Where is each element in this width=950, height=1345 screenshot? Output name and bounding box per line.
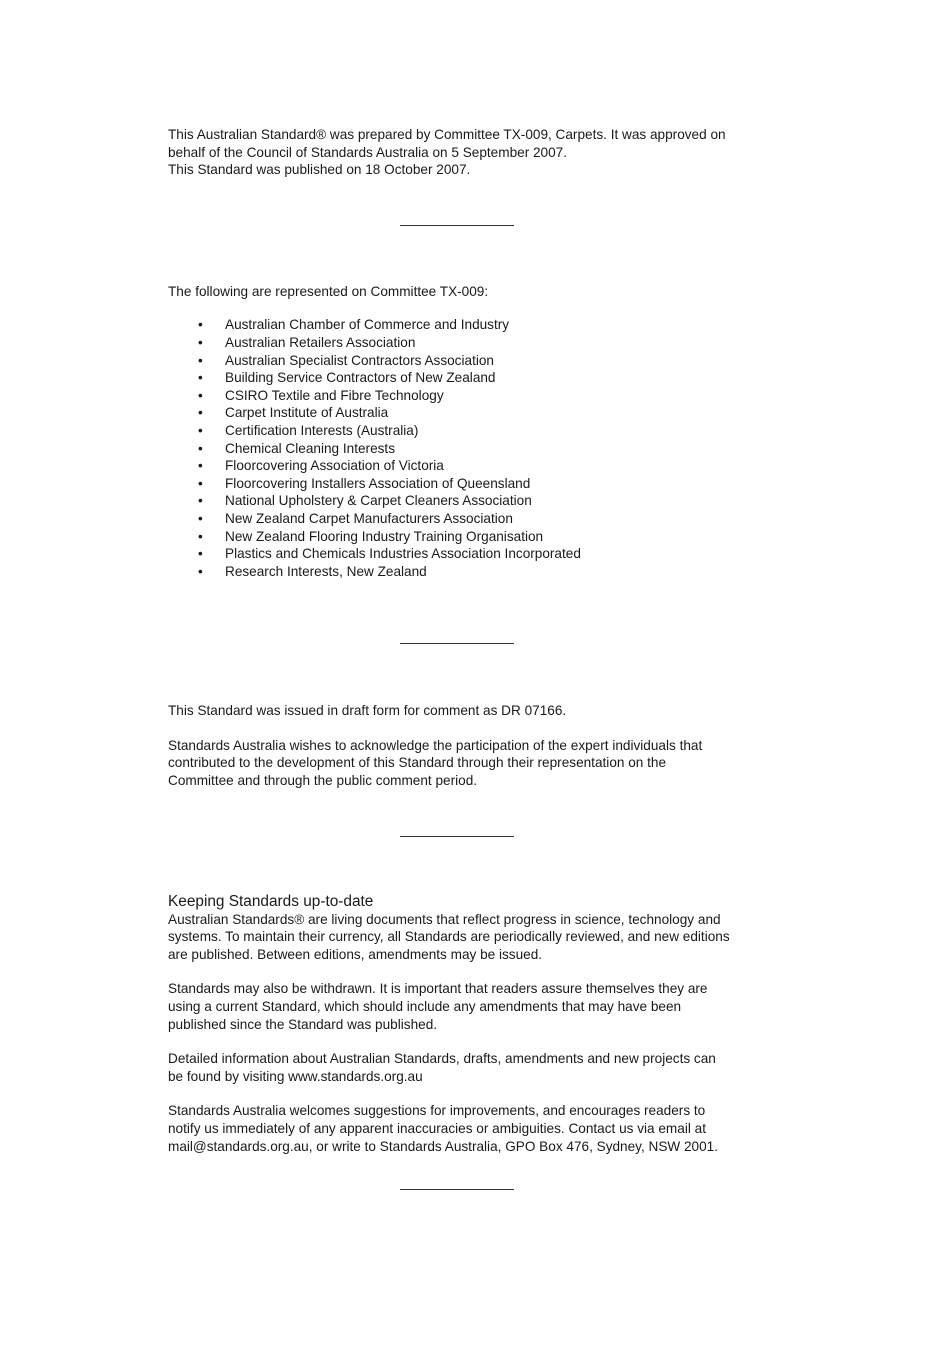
feedback-paragraph	[168, 1102, 758, 1155]
list-item	[168, 387, 758, 405]
paragraph-line: systems. To maintain their currency, all Standards are periodically reviewed, and new editions	[168, 929, 730, 945]
bullet: •	[198, 352, 203, 368]
bullet: •	[198, 528, 203, 544]
ack-line-2: contributed to the development of this Standard through their representation on the	[168, 755, 667, 771]
paragraph-line: Standards may also be withdrawn. It is important that readers assure themselves they are	[168, 981, 708, 997]
member-name: CSIRO Textile and Fibre Technology	[225, 387, 444, 403]
committee-intro: The following are represented on Committee TX-009:	[168, 283, 489, 299]
list-item	[168, 545, 758, 563]
member-name: National Upholstery & Carpet Cleaners Association	[225, 493, 532, 509]
bullet: •	[198, 475, 203, 491]
email-link[interactable]: mail@standards.org.au	[168, 1138, 309, 1154]
list-item	[168, 492, 758, 510]
list-item	[168, 352, 758, 370]
paragraph-line: Detailed information about Australian Standards, drafts, amendments and new projects can	[168, 1051, 716, 1067]
living-documents-paragraph	[168, 911, 758, 964]
list-item	[168, 369, 758, 387]
ack-line-1: Standards Australia wishes to acknowledge the participation of the expert individuals that	[168, 737, 703, 753]
draft-issue-notice: This Standard was issued in draft form for comment as DR 07166.	[168, 703, 567, 719]
approval-notice	[168, 126, 758, 179]
bullet: •	[198, 405, 203, 421]
document-page	[168, 126, 758, 1190]
withdrawal-paragraph	[168, 980, 758, 1033]
bullet: •	[198, 334, 203, 350]
member-name: Certification Interests (Australia)	[225, 422, 419, 438]
paragraph-line	[168, 1068, 758, 1086]
paragraph-line: Standards Australia welcomes suggestions for improvements, and encourages readers to	[168, 1103, 706, 1119]
approval-line-2: behalf of the Council of Standards Australia on 5 September 2007.	[168, 144, 568, 160]
publication-date-line: This Standard was published on 18 October 2007.	[168, 162, 471, 178]
member-name: Australian Specialist Contractors Association	[225, 352, 494, 368]
website-link[interactable]: www.standards.org.au	[288, 1068, 423, 1084]
committee-member-list	[168, 316, 758, 580]
bullet: •	[198, 546, 203, 562]
bullet: •	[198, 370, 203, 386]
bullet: •	[198, 387, 203, 403]
bullet: •	[198, 317, 203, 333]
information-paragraph	[168, 1050, 758, 1085]
acknowledgement-paragraph	[168, 737, 758, 790]
paragraph-text: , or write to Standards Australia, GPO Box 476, Sydney, NSW 2001.	[308, 1138, 719, 1154]
member-name: Carpet Institute of Australia	[225, 405, 389, 421]
list-item	[168, 510, 758, 528]
bullet: •	[198, 510, 203, 526]
approval-line-1: This Australian Standard® was prepared by Committee TX-009, Carpets. It was approved on	[168, 127, 726, 142]
list-item	[168, 440, 758, 458]
list-item	[168, 422, 758, 440]
paragraph-line: using a current Standard, which should include any amendments that may have been	[168, 999, 682, 1015]
member-name: Australian Retailers Association	[225, 334, 416, 350]
list-item	[168, 404, 758, 422]
paragraph-line: published since the Standard was published.	[168, 1016, 438, 1032]
paragraph-line: Australian Standards® are living documents that reflect progress in science, technology and	[168, 911, 721, 927]
member-name: Building Service Contractors of New Zealand	[225, 370, 496, 386]
paragraph-text: be found by visiting	[168, 1068, 289, 1084]
member-name: Floorcovering Association of Victoria	[225, 458, 444, 474]
bullet: •	[198, 458, 203, 474]
bullet: •	[198, 563, 203, 579]
member-name: New Zealand Carpet Manufacturers Association	[225, 510, 513, 526]
paragraph-line: notify us immediately of any apparent inaccuracies or ambiguities. Contact us via email at	[168, 1121, 706, 1136]
list-item	[168, 475, 758, 493]
member-name: Floorcovering Installers Association of Queensland	[225, 475, 531, 491]
list-item	[168, 334, 758, 352]
bullet: •	[198, 493, 203, 509]
ack-line-3: Committee and through the public comment period.	[168, 773, 478, 789]
member-name: Plastics and Chemicals Industries Association Incorporated	[225, 546, 581, 562]
member-name: Research Interests, New Zealand	[225, 563, 427, 579]
section-divider	[400, 1189, 514, 1190]
list-item	[168, 528, 758, 546]
list-item	[168, 457, 758, 475]
member-name: New Zealand Flooring Industry Training Organisation	[225, 528, 544, 544]
paragraph-line	[168, 1138, 758, 1156]
section-heading: Keeping Standards up-to-date	[168, 892, 374, 910]
list-item	[168, 316, 758, 334]
bullet: •	[198, 440, 203, 456]
bullet: •	[198, 422, 203, 438]
member-name: Chemical Cleaning Interests	[225, 440, 396, 456]
member-name: Australian Chamber of Commerce and Industry	[225, 317, 510, 333]
paragraph-line: are published. Between editions, amendments may be issued.	[168, 946, 543, 962]
list-item	[168, 563, 758, 581]
